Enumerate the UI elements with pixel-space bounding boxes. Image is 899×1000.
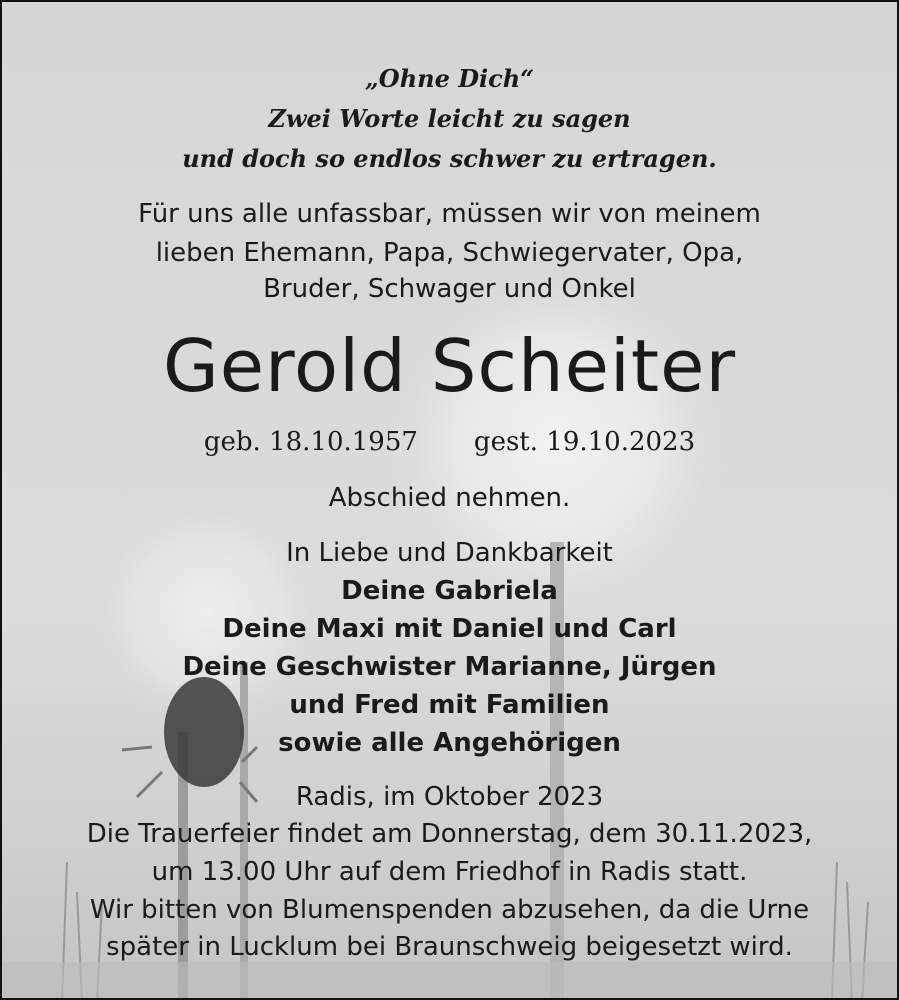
- mourner-line-3: Deine Geschwister Marianne, Jürgen: [182, 652, 717, 682]
- quote-line-2: Zwei Worte leicht zu sagen: [268, 104, 631, 133]
- mourner-line-4: und Fred mit Familien: [289, 690, 610, 720]
- intro-line-2: lieben Ehemann, Papa, Schwiegervater, Opa,: [155, 238, 744, 268]
- mourner-line-2: Deine Maxi mit Daniel und Carl: [222, 614, 677, 644]
- service-line-2: um 13.00 Uhr auf dem Friedhof in Radis statt.: [151, 857, 748, 887]
- intro-line-1: Für uns alle unfassbar, müssen wir von meinem: [138, 199, 761, 229]
- quote-line-3: und doch so endlos schwer zu ertragen.: [182, 144, 717, 173]
- mourner-line-5: sowie alle Angehörigen: [278, 728, 621, 758]
- mourners-intro: In Liebe und Dankbarkeit: [286, 538, 613, 568]
- birth-date: geb. 18.10.1957: [203, 427, 418, 457]
- deceased-name: Gerold Scheiter: [162, 324, 737, 408]
- service-line-3: Wir bitten von Blumenspenden abzusehen, da die Urne: [89, 895, 810, 925]
- farewell-text: Abschied nehmen.: [328, 483, 571, 513]
- service-line-1: Die Trauerfeier findet am Donnerstag, dem 30.11.2023,: [86, 819, 813, 849]
- place-date: Radis, im Oktober 2023: [295, 782, 604, 812]
- service-line-4: später in Lucklum bei Braunschweig beigesetzt wird.: [106, 932, 793, 962]
- life-dates: [2, 427, 897, 457]
- death-date: gest. 19.10.2023: [473, 427, 696, 457]
- quote-line-1: „Ohne Dich“: [364, 64, 535, 93]
- mourner-line-1: Deine Gabriela: [341, 576, 558, 606]
- intro-line-3: Bruder, Schwager und Onkel: [263, 274, 636, 304]
